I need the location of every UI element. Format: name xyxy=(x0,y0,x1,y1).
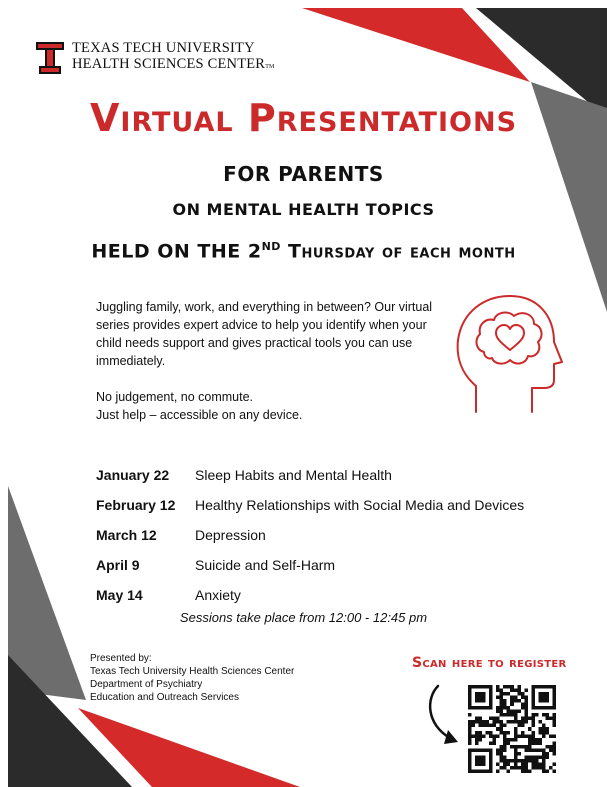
list-item xyxy=(96,460,524,490)
list-item xyxy=(96,580,524,610)
presenter-line-3: Education and Outreach Services xyxy=(90,692,239,703)
intro-paragraph-1: Juggling family, work, and everything in between? Our virtual series provides expert advice to help you identify when your child needs support and gives practical tools you can use immediately. xyxy=(96,300,433,368)
presenter-line-2: Department of Psychiatry xyxy=(90,679,203,690)
org-name-line-1: TEXAS TECH UNIVERSITY xyxy=(72,40,255,56)
schedule-note-post: Thursday of each month xyxy=(280,240,516,263)
session-topic: Anxiety xyxy=(195,587,241,603)
session-topic: Sleep Habits and Mental Health xyxy=(195,467,392,483)
presenter-line-1: Texas Tech University Health Sciences Center xyxy=(90,666,295,677)
schedule-note-pre: HELD ON THE 2 xyxy=(91,240,262,263)
session-topic: Suicide and Self-Harm xyxy=(195,557,336,573)
session-topic: Depression xyxy=(195,527,266,543)
session-date: May 14 xyxy=(96,587,143,603)
presenter-block xyxy=(90,652,294,704)
session-date: January 22 xyxy=(96,467,170,483)
session-date: February 12 xyxy=(96,497,176,513)
register-label: Scan here to register xyxy=(412,655,567,671)
subtitle-topics: ON MENTAL HEALTH TOPICS xyxy=(172,200,435,219)
schedule-note-sup: ND xyxy=(261,240,281,253)
curved-arrow-icon xyxy=(424,684,464,748)
intro-text xyxy=(96,298,436,424)
head-heart-icon xyxy=(454,290,564,420)
page-title: Virtual Presentations xyxy=(89,96,518,140)
presenter-label: Presented by: xyxy=(90,653,152,664)
session-date: March 12 xyxy=(96,527,157,543)
list-item xyxy=(96,520,524,550)
schedule-list xyxy=(96,460,524,610)
qr-code-icon[interactable] xyxy=(468,685,556,773)
org-name-line-2: HEALTH SCIENCES CENTER xyxy=(72,56,266,72)
list-item xyxy=(96,550,524,580)
schedule-note xyxy=(0,240,607,262)
intro-paragraph-2-line-1: No judgement, no commute. xyxy=(96,390,254,404)
subtitle-for-parents: FOR PARENTS xyxy=(223,162,384,186)
trademark: TM xyxy=(265,64,275,70)
intro-paragraph-2-line-2: Just help – accessible on any device. xyxy=(96,408,303,422)
session-date: April 9 xyxy=(96,557,140,573)
double-t-logo-icon xyxy=(36,42,64,74)
session-topic: Healthy Relationships with Social Media and Devices xyxy=(195,497,525,513)
university-logo xyxy=(36,40,275,75)
list-item xyxy=(96,490,524,520)
sessions-time-note: Sessions take place from 12:00 - 12:45 pm xyxy=(179,610,428,625)
